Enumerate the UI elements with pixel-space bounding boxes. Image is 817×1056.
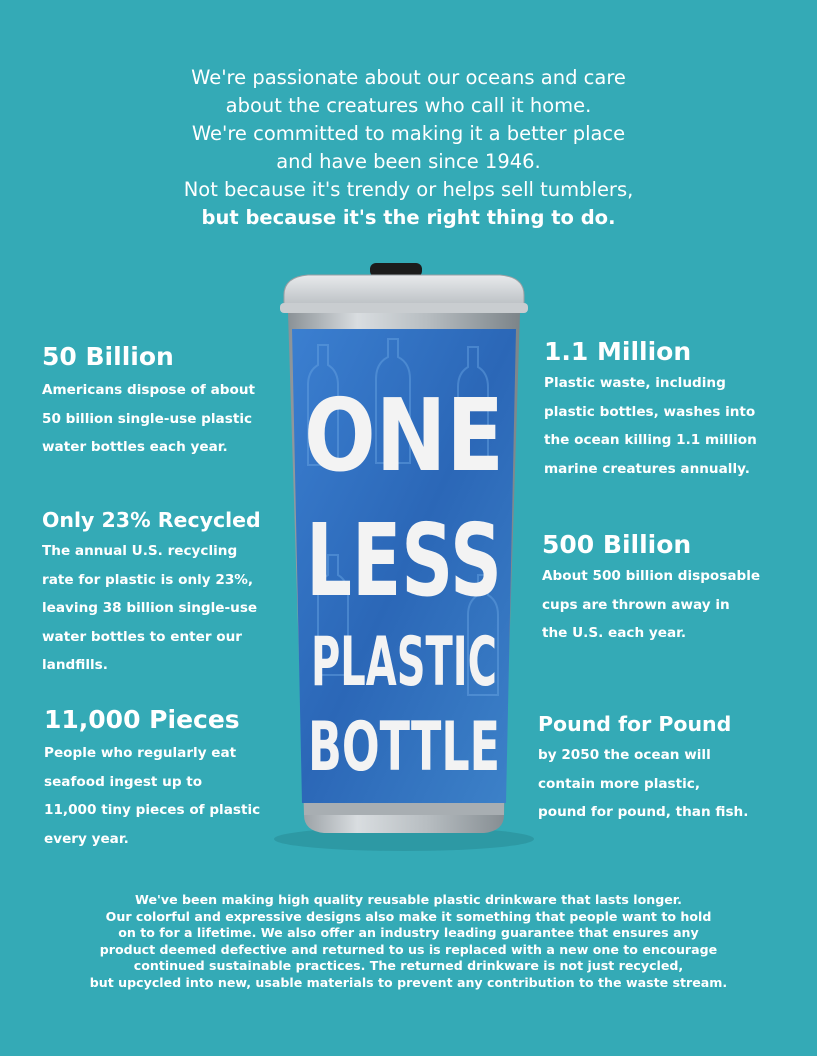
intro-line: We're committed to making it a better place [191, 122, 626, 145]
intro-line: about the creatures who call it home. [225, 94, 592, 117]
tumbler-illustration [268, 255, 540, 855]
stat-line: cups are thrown away in [542, 596, 730, 613]
tumbler-word-one: ONE [304, 377, 504, 494]
stat-line: Americans dispose of about [42, 382, 255, 398]
stat-line: by 2050 the ocean will [538, 747, 711, 763]
stat-title: 50 Billion [42, 342, 174, 371]
stat-500-billion [542, 530, 792, 648]
footer-line: but upcycled into new, usable materials to prevent any contribution to the waste stream. [89, 974, 728, 990]
stat-title: Only 23% Recycled [42, 508, 261, 532]
stat-line: plastic bottles, washes into [544, 403, 756, 420]
intro-text [0, 64, 817, 232]
stat-line: landfills. [42, 657, 108, 673]
stat-line: rate for plastic is only 23%, [42, 571, 254, 588]
stat-line: the ocean killing 1.1 million [544, 432, 757, 448]
stat-line: the U.S. each year. [542, 625, 687, 641]
tumbler-base-band [304, 803, 504, 815]
stat-line: pound for pound, than fish. [538, 804, 749, 820]
tumbler-lid [284, 275, 524, 307]
stat-line: About 500 billion disposable [542, 568, 761, 584]
tumbler-word-plastic: PLASTIC [311, 623, 497, 702]
stat-line: 50 billion single-use plastic [42, 410, 253, 427]
stat-line: water bottles each year. [42, 439, 228, 455]
footer-line: We've been making high quality reusable plastic drinkware that lasts longer. [135, 892, 682, 907]
footer-line: continued sustainable practices. The returned drinkware is not just recycled, [133, 958, 684, 973]
stat-line: water bottles to enter our [42, 628, 242, 645]
stat-line: The annual U.S. recycling [42, 543, 238, 559]
stat-line: contain more plastic, [538, 775, 701, 792]
stat-title: 11,000 Pieces [44, 705, 240, 734]
footer-line: product deemed defective and returned to us is replaced with a new one to encourage [99, 941, 718, 957]
stat-pound-for-pound [538, 709, 788, 827]
stat-1-1-million [544, 337, 794, 483]
stat-line: People who regularly eat [44, 745, 237, 761]
stat-line: 11,000 tiny pieces of plastic [44, 802, 261, 818]
footer-line: on to for a lifetime. We also offer an industry leading guarantee that ensures any [118, 925, 699, 940]
stat-description [542, 562, 792, 648]
stat-50-billion [42, 342, 282, 462]
stat-description [544, 369, 794, 483]
tumbler-word-less: LESS [306, 502, 502, 619]
stat-title: 500 Billion [542, 530, 692, 559]
stat-only-23-recycled [42, 505, 282, 680]
stat-description [42, 376, 282, 462]
intro-emphasis: but because it's the right thing to do. [201, 206, 616, 229]
stat-description [538, 741, 788, 827]
tumbler-word-bottle: BOTTLE [308, 708, 500, 787]
stat-line: every year. [44, 830, 129, 847]
stat-line: leaving 38 billion single-use [42, 600, 258, 616]
intro-line: We're passionate about our oceans and care [191, 66, 626, 89]
tumbler-lid-rim [280, 303, 528, 313]
stat-title: 1.1 Million [544, 337, 692, 366]
footer-line: Our colorful and expressive designs also make it something that people want to hold [105, 908, 712, 924]
intro-line: and have been since 1946. [276, 150, 541, 173]
stat-11000-pieces [44, 705, 284, 853]
stat-line: seafood ingest up to [44, 773, 203, 790]
stat-description [44, 739, 284, 853]
stat-line: marine creatures annually. [544, 460, 750, 477]
stat-title: Pound for Pound [538, 712, 732, 736]
intro-line: Not because it's trendy or helps sell tumblers, [183, 178, 634, 201]
footer-paragraph [0, 892, 817, 991]
stat-description [42, 537, 282, 680]
stat-line: Plastic waste, including [544, 375, 726, 391]
